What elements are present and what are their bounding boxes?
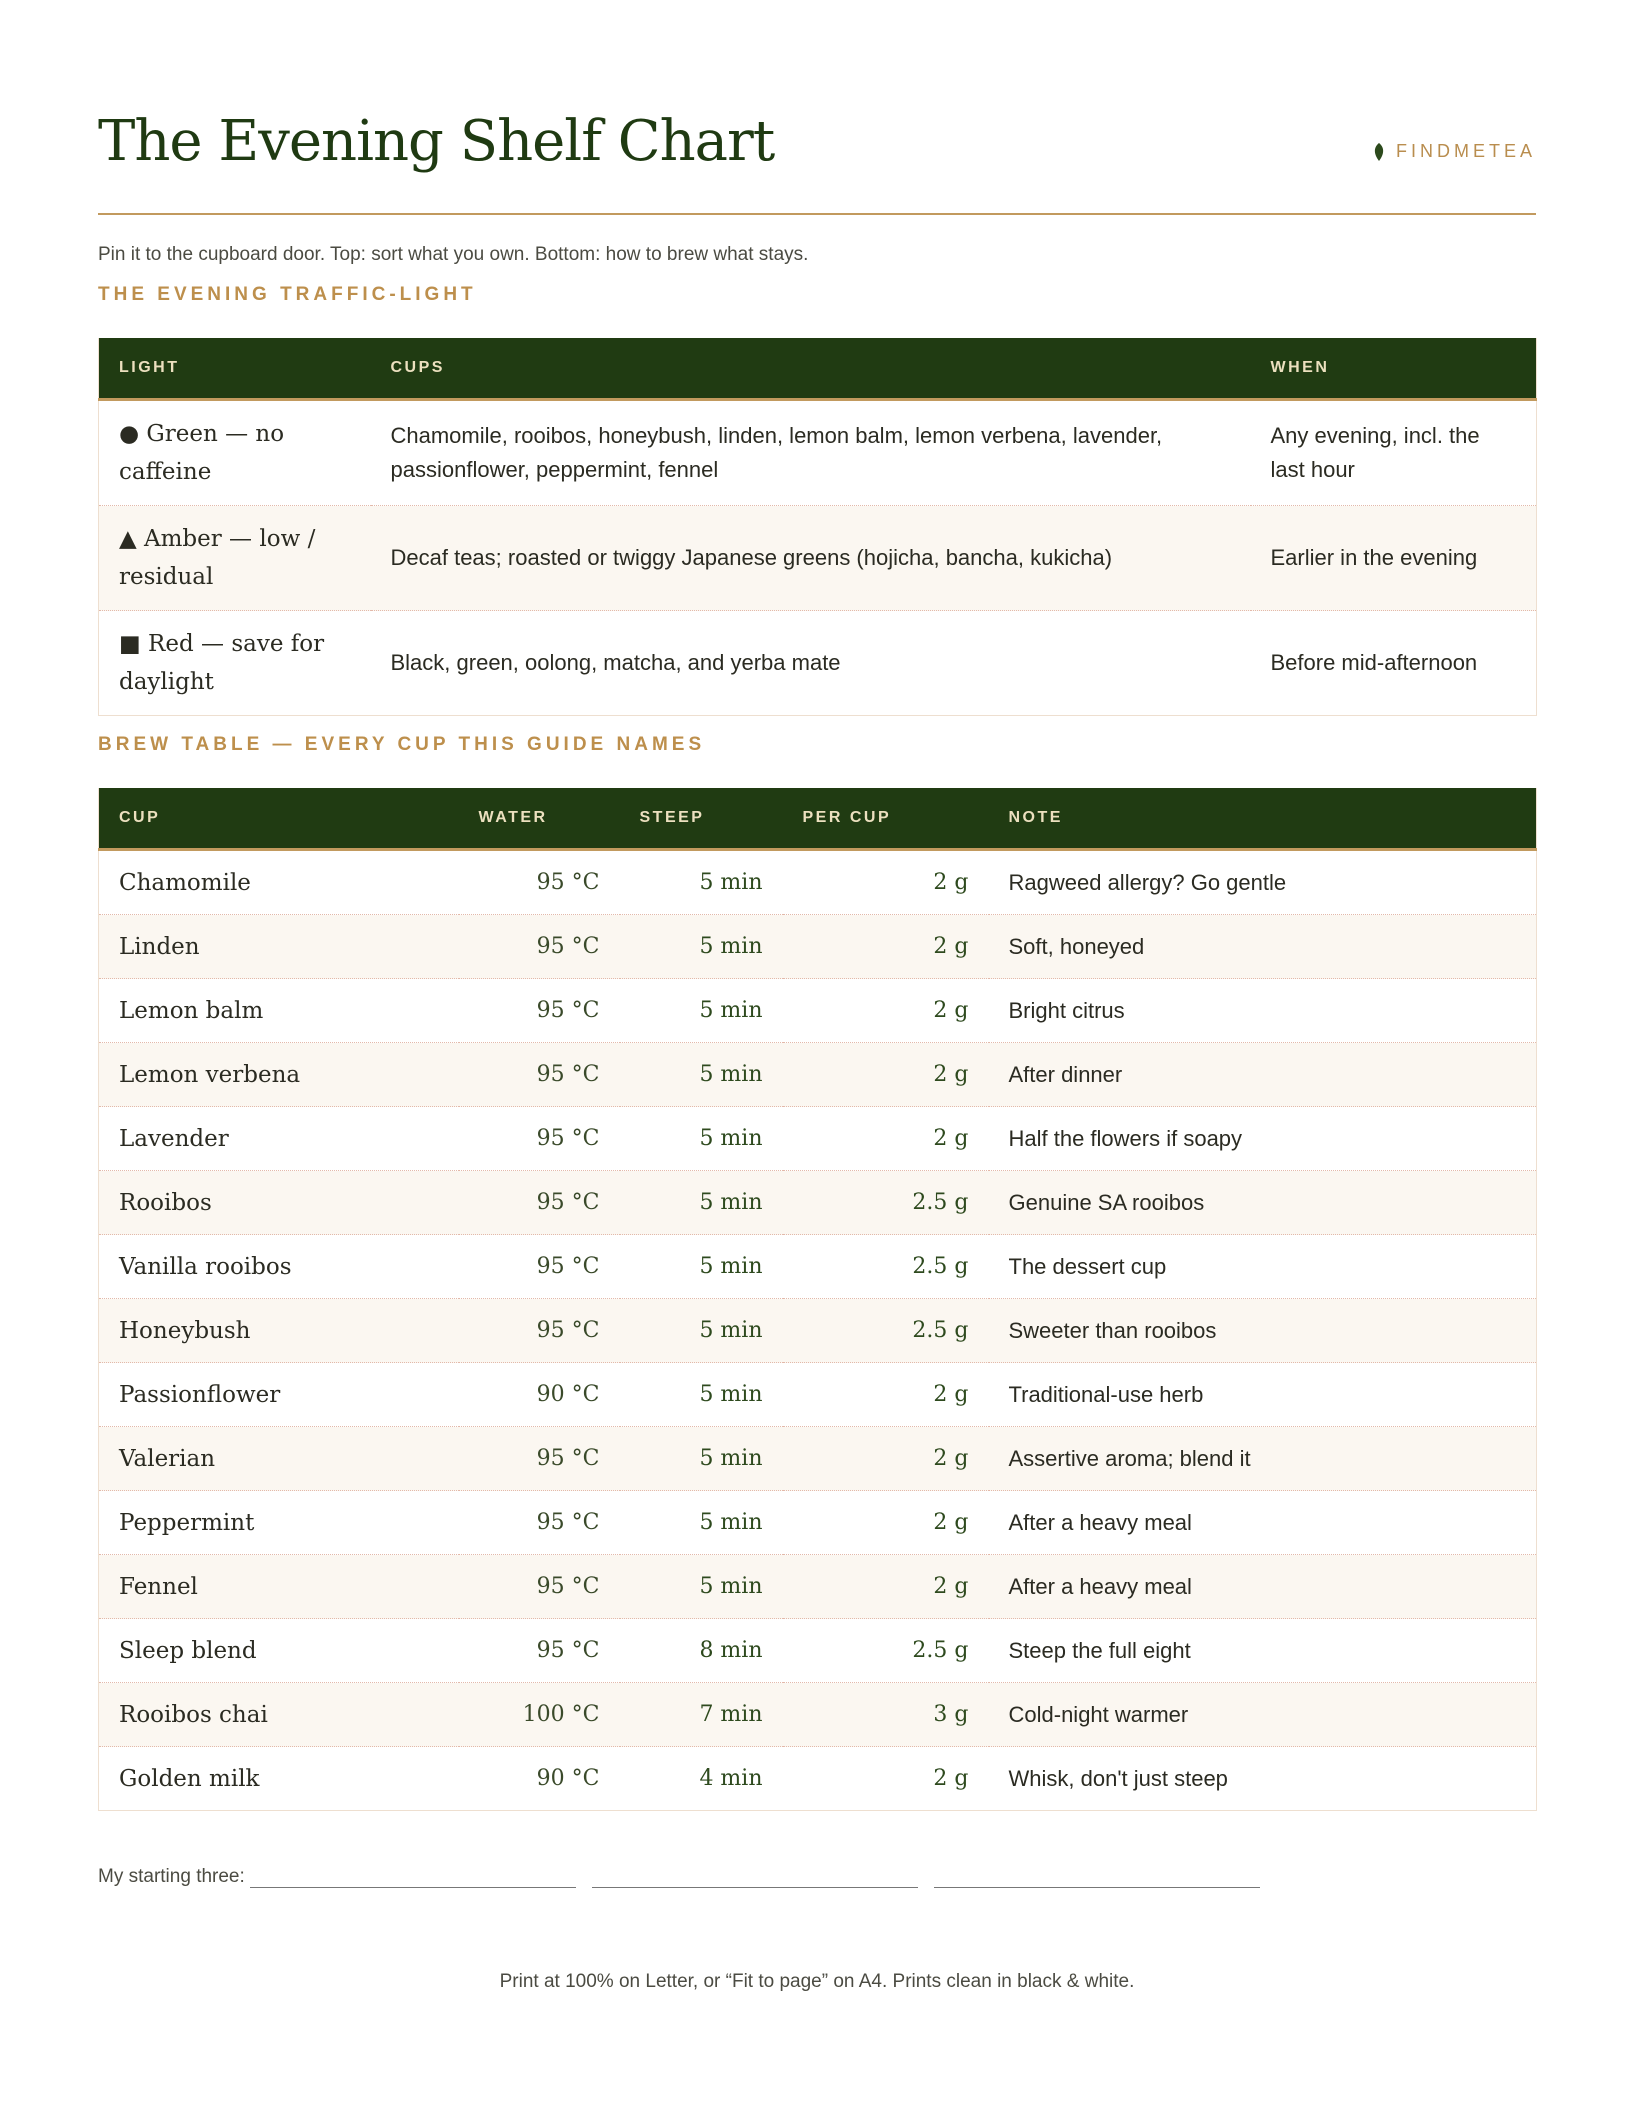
steep-cell: 5 min (620, 1107, 783, 1171)
table-row (99, 611, 1537, 716)
steep-cell: 5 min (620, 850, 783, 915)
steep-cell: 5 min (620, 1491, 783, 1555)
cup-cell: Lavender (99, 1107, 459, 1171)
per-cup-cell: 2.5 g (783, 1171, 989, 1235)
table-row (99, 1747, 1537, 1811)
column-header-when: WHEN (1251, 338, 1537, 400)
column-header-per-cup: PER CUP (783, 788, 989, 850)
per-cup-cell: 2 g (783, 1747, 989, 1811)
note-cell: Assertive aroma; blend it (989, 1427, 1537, 1491)
cup-cell: Lemon balm (99, 979, 459, 1043)
cup-cell: Rooibos (99, 1171, 459, 1235)
table-header-row (99, 338, 1537, 400)
steep-cell: 5 min (620, 1043, 783, 1107)
water-cell: 95 °C (459, 1043, 620, 1107)
note-cell: Half the flowers if soapy (989, 1107, 1537, 1171)
per-cup-cell: 2 g (783, 1491, 989, 1555)
steep-cell: 5 min (620, 1235, 783, 1299)
note-cell: Whisk, don't just steep (989, 1747, 1537, 1811)
steep-cell: 5 min (620, 1171, 783, 1235)
cup-cell: Chamomile (99, 850, 459, 915)
per-cup-cell: 2 g (783, 1363, 989, 1427)
table-row (99, 1491, 1537, 1555)
footer-note: Print at 100% on Letter, or “Fit to page” on A4. Prints clean in black & white. (499, 1971, 1135, 1992)
light-cell: ● Green — no caffeine (99, 400, 371, 506)
per-cup-cell: 2 g (783, 915, 989, 979)
starting-three-blank-1[interactable] (250, 1869, 576, 1888)
note-cell: Sweeter than rooibos (989, 1299, 1537, 1363)
per-cup-cell: 2 g (783, 1107, 989, 1171)
page (98, 0, 1536, 1992)
steep-cell: 5 min (620, 1299, 783, 1363)
light-cell: ▲ Amber — low / residual (99, 506, 371, 611)
table-row (99, 1683, 1537, 1747)
water-cell: 95 °C (459, 850, 620, 915)
cup-cell: Linden (99, 915, 459, 979)
note-cell: Steep the full eight (989, 1619, 1537, 1683)
cup-cell: Honeybush (99, 1299, 459, 1363)
table-row (99, 1427, 1537, 1491)
cup-cell: Rooibos chai (99, 1683, 459, 1747)
water-cell: 95 °C (459, 1555, 620, 1619)
water-cell: 95 °C (459, 1491, 620, 1555)
column-header-note: NOTE (989, 788, 1537, 850)
steep-cell: 8 min (620, 1619, 783, 1683)
starting-three-blank-3[interactable] (934, 1869, 1260, 1888)
water-cell: 95 °C (459, 1427, 620, 1491)
note-cell: The dessert cup (989, 1235, 1537, 1299)
cup-cell: Peppermint (99, 1491, 459, 1555)
cup-cell: Vanilla rooibos (99, 1235, 459, 1299)
steep-cell: 5 min (620, 1427, 783, 1491)
traffic-light-table (98, 338, 1537, 716)
page-title: The Evening Shelf Chart (98, 109, 775, 174)
table-row (99, 1107, 1537, 1171)
cup-cell: Sleep blend (99, 1619, 459, 1683)
water-cell: 95 °C (459, 915, 620, 979)
starting-three-blank-2[interactable] (592, 1869, 918, 1888)
water-cell: 95 °C (459, 1171, 620, 1235)
water-cell: 95 °C (459, 1299, 620, 1363)
table-row (99, 915, 1537, 979)
table-row (99, 1171, 1537, 1235)
header (98, 0, 1536, 215)
note-cell: Soft, honeyed (989, 915, 1537, 979)
table-row (99, 850, 1537, 915)
cup-cell: Passionflower (99, 1363, 459, 1427)
brand-name: FINDMETEA (1395, 141, 1536, 161)
starting-three (98, 1866, 1271, 1888)
table-row (99, 506, 1537, 611)
column-header-cup: CUP (99, 788, 459, 850)
note-cell: Ragweed allergy? Go gentle (989, 850, 1537, 915)
steep-cell: 7 min (620, 1683, 783, 1747)
steep-cell: 4 min (620, 1747, 783, 1811)
traffic-light-heading: THE EVENING TRAFFIC-LIGHT (98, 284, 477, 305)
steep-cell: 5 min (620, 1555, 783, 1619)
cups-cell: Black, green, oolong, matcha, and yerba mate (371, 611, 1251, 716)
note-cell: After dinner (989, 1043, 1537, 1107)
per-cup-cell: 3 g (783, 1683, 989, 1747)
column-header-steep: STEEP (620, 788, 783, 850)
column-header-light: LIGHT (99, 338, 371, 400)
cups-cell: Decaf teas; roasted or twiggy Japanese greens (hojicha, bancha, kukicha) (371, 506, 1251, 611)
starting-three-label: My starting three: (98, 1866, 245, 1887)
note-cell: Bright citrus (989, 979, 1537, 1043)
table-row (99, 1299, 1537, 1363)
table-row (99, 1555, 1537, 1619)
when-cell: Any evening, incl. the last hour (1251, 400, 1537, 506)
per-cup-cell: 2 g (783, 1555, 989, 1619)
per-cup-cell: 2 g (783, 979, 989, 1043)
note-cell: Traditional-use herb (989, 1363, 1537, 1427)
water-cell: 90 °C (459, 1363, 620, 1427)
cup-cell: Valerian (99, 1427, 459, 1491)
steep-cell: 5 min (620, 915, 783, 979)
light-cell: ■ Red — save for daylight (99, 611, 371, 716)
table-header-row (99, 788, 1537, 850)
water-cell: 95 °C (459, 1107, 620, 1171)
table-row (99, 1363, 1537, 1427)
per-cup-cell: 2 g (783, 1427, 989, 1491)
leaf-icon (1372, 142, 1386, 162)
column-header-water: WATER (459, 788, 620, 850)
note-cell: After a heavy meal (989, 1555, 1537, 1619)
table-row (99, 1235, 1537, 1299)
per-cup-cell: 2 g (783, 850, 989, 915)
when-cell: Before mid-afternoon (1251, 611, 1537, 716)
table-row (99, 400, 1537, 506)
water-cell: 95 °C (459, 1235, 620, 1299)
table-row (99, 1619, 1537, 1683)
column-header-cups: CUPS (371, 338, 1251, 400)
cup-cell: Golden milk (99, 1747, 459, 1811)
water-cell: 100 °C (459, 1683, 620, 1747)
per-cup-cell: 2 g (783, 1043, 989, 1107)
table-row (99, 979, 1537, 1043)
note-cell: After a heavy meal (989, 1491, 1537, 1555)
cups-cell: Chamomile, rooibos, honeybush, linden, lemon balm, lemon verbena, lavender, passionflower, peppermint, fennel (371, 400, 1251, 506)
brew-table (98, 788, 1537, 1811)
note-cell: Genuine SA rooibos (989, 1171, 1537, 1235)
subtitle: Pin it to the cupboard door. Top: sort what you own. Bottom: how to brew what stays. (98, 244, 809, 265)
water-cell: 90 °C (459, 1747, 620, 1811)
per-cup-cell: 2.5 g (783, 1235, 989, 1299)
when-cell: Earlier in the evening (1251, 506, 1537, 611)
water-cell: 95 °C (459, 979, 620, 1043)
table-row (99, 1043, 1537, 1107)
cup-cell: Lemon verbena (99, 1043, 459, 1107)
brew-table-heading: BREW TABLE — EVERY CUP THIS GUIDE NAMES (98, 734, 706, 755)
water-cell: 95 °C (459, 1619, 620, 1683)
per-cup-cell: 2.5 g (783, 1299, 989, 1363)
steep-cell: 5 min (620, 1363, 783, 1427)
per-cup-cell: 2.5 g (783, 1619, 989, 1683)
note-cell: Cold-night warmer (989, 1683, 1537, 1747)
cup-cell: Fennel (99, 1555, 459, 1619)
steep-cell: 5 min (620, 979, 783, 1043)
brand[interactable] (1372, 141, 1536, 162)
